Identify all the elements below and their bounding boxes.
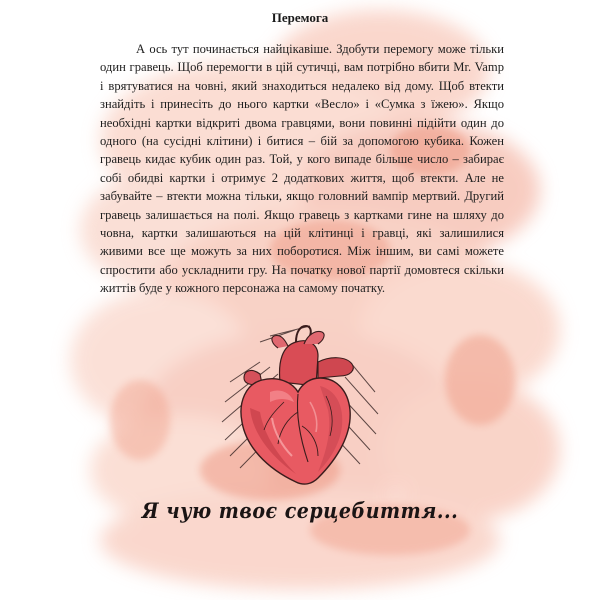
- anatomical-heart-icon: [200, 322, 390, 490]
- body-paragraph: А ось тут починається найцікавіше. Здобути перемогу може тільки один гравець. Щоб перемогти в цій сутичці, вам потрібно вбити Mr. Vamp і врятуватися на човні, який знаходиться недалеко від дому. Щоб втекти знайдіть і принесіть до нього картки «Весло» і «Сумка з їжею». Якщо необхідні картки відкриті двома гравцями, вони повинні підійти один до одного (на сусідні клітини) і битися – бій за допомогою кубика. Кожен гравець кидає кубик один раз. Той, у кого випаде більше число – забирає собі обидві картки і отримує 2 додаткових життя, щоб втекти. Але не забувайте – втекти можна тільки, якщо головний вампір мертвий. Другий гравець залишається на полі. Якщо гравець з картками гине на шляху до човна, картки залишаються на цій клітинці і гравці, які залишилися живими все ще можуть за них поборотися. Між іншим, ви самі можете спростити або ускладнити гру. На початку нової партії домовтеся скільки життів буде у кожного персонажа на самому початку.: [100, 42, 504, 296]
- caption-text: Я чую твоє серцебиття...: [141, 498, 459, 524]
- page-title: Перемога: [271, 10, 329, 25]
